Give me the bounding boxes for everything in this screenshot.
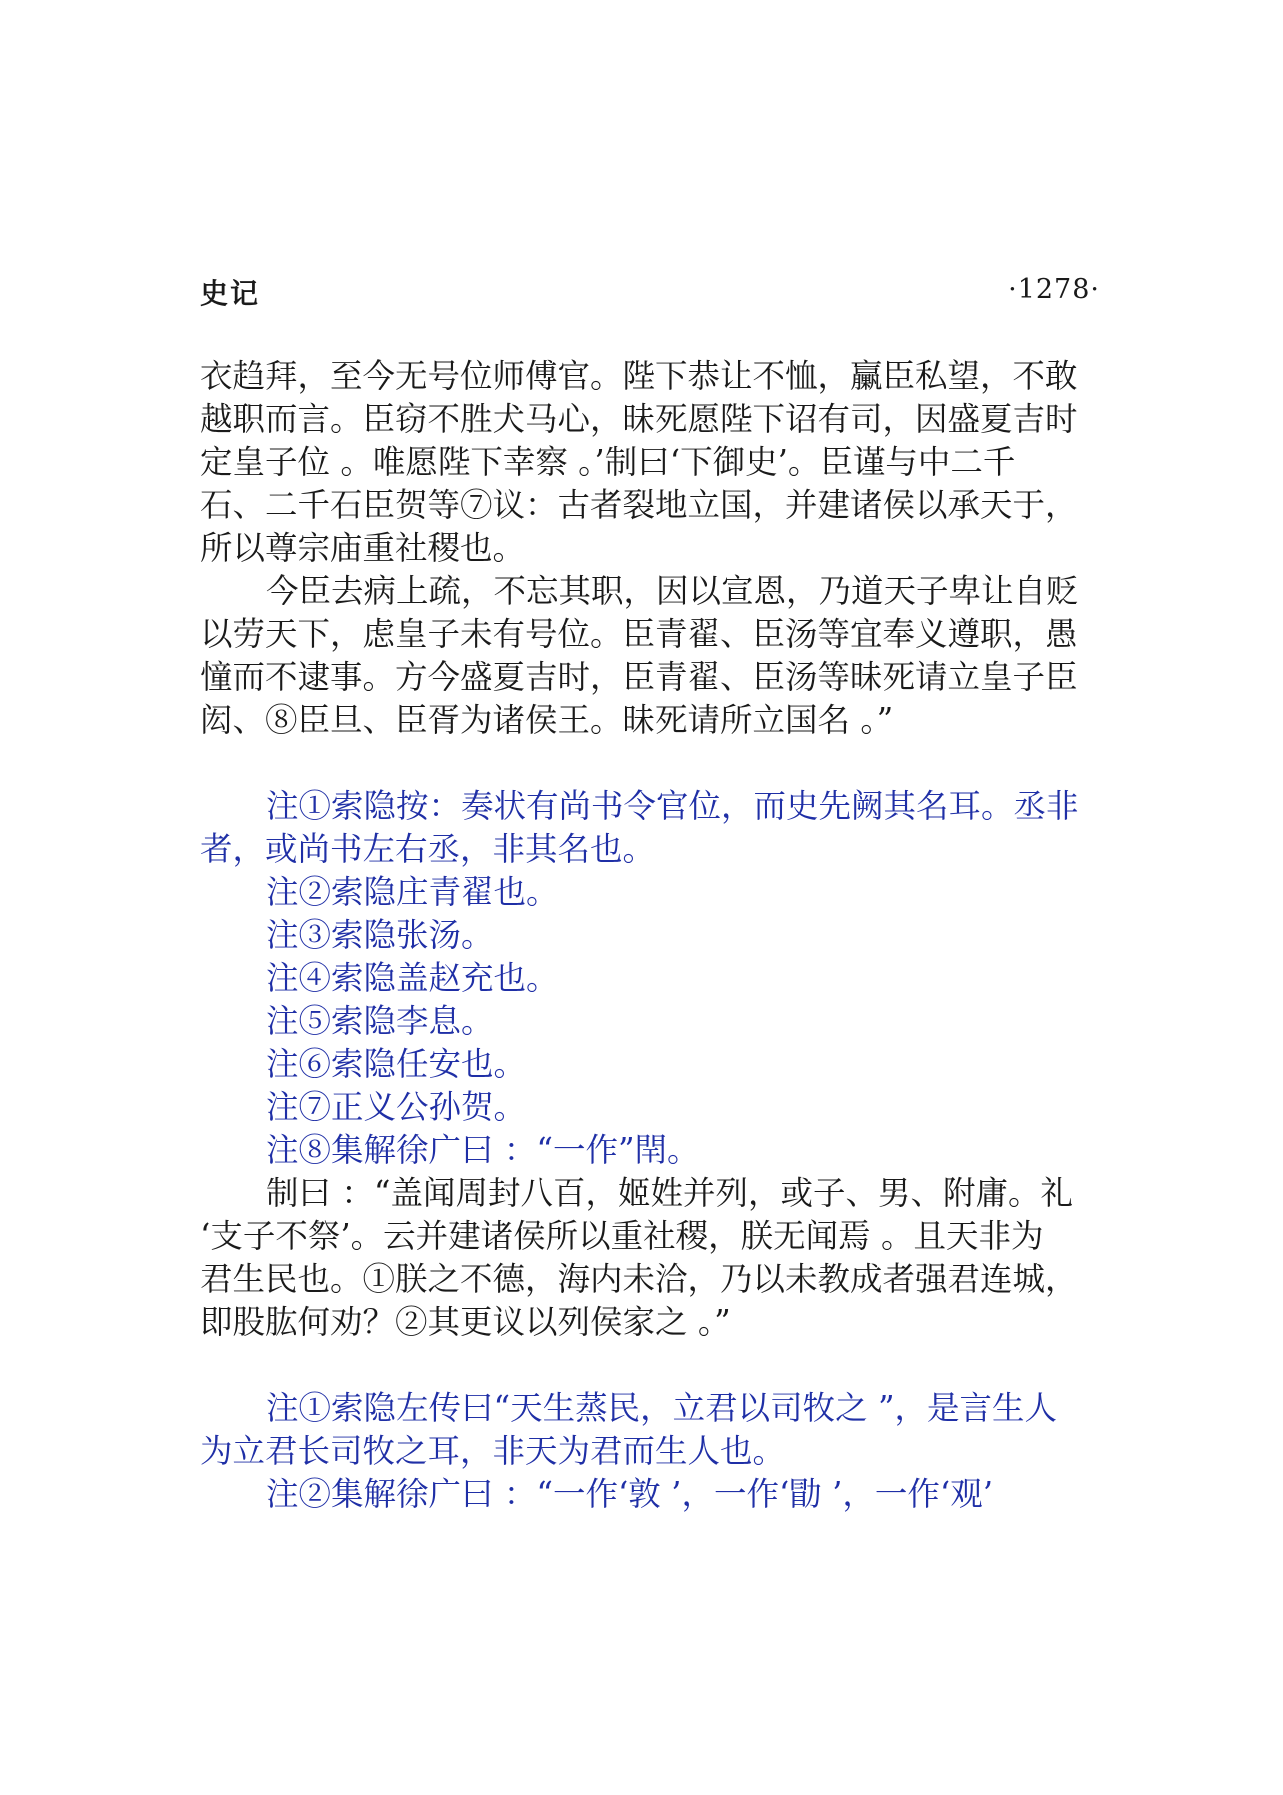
- annotation-line: 为立君长司牧之耳，非天为君而生人也。: [200, 1432, 786, 1470]
- text-line: 以劳天下，虑皇子未有号位。臣青翟、臣汤等宜奉义遵职，愚: [200, 615, 1078, 653]
- annotation-line: 注⑥索隐任安也。: [266, 1045, 527, 1083]
- annotation-line: 注④索隐盖赵充也。: [266, 959, 559, 997]
- annotation-line: 注③索隐张汤。: [266, 916, 494, 954]
- text-line: 越职而言。臣窃不胜犬马心，昧死愿陛下诏有司，因盛夏吉时: [200, 400, 1078, 438]
- text-line: 今臣去病上疏，不忘其职，因以宣恩，乃道天子卑让自贬: [266, 572, 1079, 610]
- paragraph-gap: [200, 742, 1100, 785]
- book-title: 史记: [200, 277, 261, 310]
- annotation-line: 注⑤索隐李息。: [266, 1002, 494, 1040]
- text-line: 所以尊宗庙重社稷也。: [200, 529, 526, 567]
- text-line: 石、二千石臣贺等⑦议：古者裂地立国，并建诸侯以承天于，: [200, 486, 1078, 524]
- annotation-line: 注①索隐按：奏状有尚书令官位，而史先阙其名耳。丞非: [266, 787, 1079, 825]
- annotation-line: 注⑦正义公孙贺。: [266, 1088, 527, 1126]
- book-page: [200, 0, 1100, 1795]
- annotation-line: 注②索隐庄青翟也。: [266, 873, 559, 911]
- annotation-line: 注①索隐左传曰“天生蒸民，立君以司牧之 ”，是言生人: [266, 1389, 1058, 1427]
- text-line: 制曰 ：“盖闻周封八百，姬姓并列，或子、男、附庸。礼: [266, 1174, 1073, 1212]
- text-line: 憧而不逮事。方今盛夏吉时，臣青翟、臣汤等昧死请立皇子臣: [200, 658, 1078, 696]
- running-header: [200, 272, 1100, 312]
- text-line: 即股肱何劝？②其更议以列侯家之 。”: [200, 1303, 731, 1341]
- annotation-line: 注⑧集解徐广曰 ：“一作”閈。: [266, 1131, 700, 1169]
- text-line: 定皇子位 。唯愿陛下幸察 。’制曰‘下御史’。臣谨与中二千: [200, 443, 1016, 481]
- page-number: ·1278·: [1008, 274, 1100, 305]
- text-line: ‘支子不祭’。云并建诸侯所以重社稷，朕无闻焉 。且天非为: [200, 1217, 1044, 1255]
- text-line: 君生民也。①朕之不德，海内未洽，乃以未教成者强君连城，: [200, 1260, 1078, 1298]
- paragraph-gap: [200, 1344, 1100, 1387]
- annotation-line: 注②集解徐广曰 ：“一作‘敦 ’，一作‘勖 ’，一作‘观’: [266, 1475, 994, 1513]
- body-text: [200, 355, 1100, 1516]
- text-line: 衣趋拜，至今无号位师傅官。陛下恭让不恤，臝臣私望，不敢: [200, 357, 1078, 395]
- text-line: 闳、⑧臣旦、臣胥为诸侯王。昧死请所立国名 。”: [200, 701, 894, 739]
- annotation-line: 者，或尚书左右丞，非其名也。: [200, 830, 656, 868]
